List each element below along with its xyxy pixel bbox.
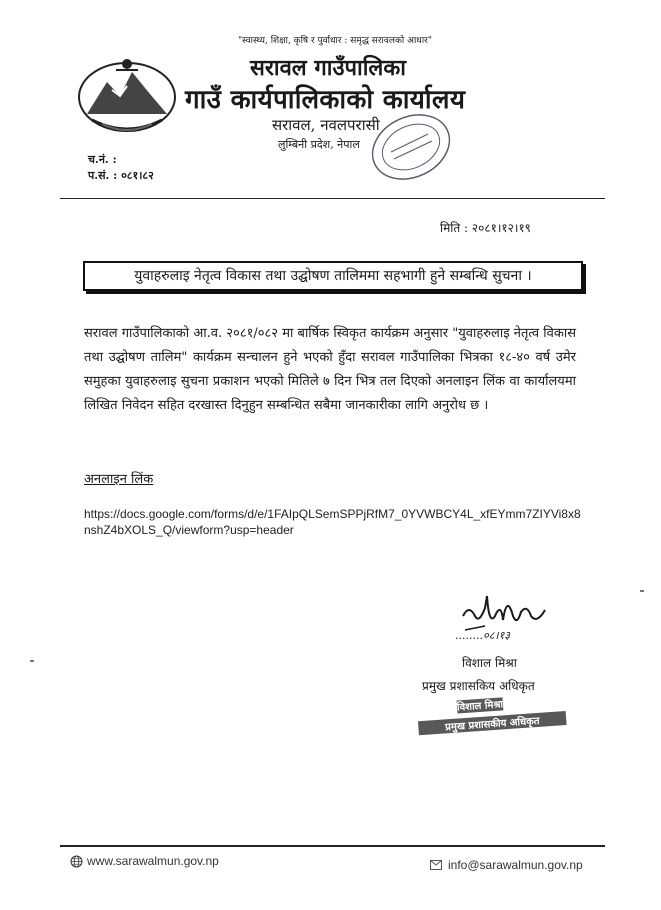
- signature-date: ........०८।१३: [455, 629, 511, 642]
- margin-tick: [30, 660, 34, 662]
- dispatch-number: प.सं. : ०८१।८२: [88, 169, 154, 182]
- online-link-url: https://docs.google.com/forms/d/e/1FAIpQLSemSPPjRfM7_0YVWBCY4L_xfEYmm7ZIYVi8x8nshZ4bXOLS_Q/viewform?usp=header: [84, 507, 581, 537]
- municipality-name: सरावल गाउँपालिका: [250, 55, 406, 81]
- footer-email: [430, 858, 583, 872]
- email-text: info@sarawalmun.gov.np: [448, 858, 583, 872]
- nepal-emblem-icon: [72, 52, 182, 144]
- header-motto: "स्वास्थ्य, शिक्षा, कृषि र पुर्वाधार : समृद्ध सरावलको आधार": [238, 36, 432, 46]
- officer-seal-stamp: [414, 694, 574, 748]
- seal-name: विशाल मिश्रा: [456, 699, 504, 714]
- margin-tick: [640, 590, 644, 592]
- office-name: गाउँ कार्यपालिकाको कार्यालय: [185, 85, 466, 115]
- globe-icon: [70, 855, 83, 868]
- website-text: www.sarawalmun.gov.np: [87, 854, 219, 868]
- letter-subject: युवाहरुलाइ नेतृत्व विकास तथा उद्घोषण तालिममा सहभागी हुने सम्बन्धि सुचना ।: [83, 261, 583, 291]
- seal-title: प्रमुख प्रशासकीय अधिकृत: [444, 715, 540, 734]
- letter-body: सरावल गाउँपालिकाको आ.व. २०८१/०८२ मा बार्षिक स्विकृत कार्यक्रम अनुसार "युवाहरुलाइ नेतृत्व विकास तथा उद्घोषण तालिम" कार्यक्रम सन्चालन हुने भएको हुँदा सरावल गाउँपालिका भित्रका १८-४० वर्ष उमेर समुहका युवाहरुलाइ सुचना प्रकाशन भएको मितिले ७ दिन भित्र तल दिएको अनलाइन लिंक वा कार्यालयमा लिखित निवेदन सहित दरखास्त दिनुहुन सम्बन्धित सबैमा जानकारीका लागि अनुरोध छ ।: [84, 326, 576, 413]
- mail-icon: [430, 860, 442, 870]
- header-divider: [60, 198, 605, 199]
- office-province: लुम्बिनी प्रदेश, नेपाल: [278, 138, 360, 151]
- footer-divider: [60, 845, 605, 847]
- signatory-name: विशाल मिश्रा: [462, 656, 517, 670]
- online-link-heading: अनलाइन लिंक: [84, 472, 154, 487]
- signatory-title: प्रमुख प्रशासकिय अधिकृत: [422, 679, 535, 693]
- reference-number: च.नं. :: [88, 153, 117, 166]
- letter-date: मिति : २०८१।१२।१९: [440, 221, 531, 235]
- office-address: सरावल, नवलपरासी: [272, 116, 380, 134]
- office-stamp-icon: [366, 112, 456, 186]
- footer-website: [70, 854, 219, 868]
